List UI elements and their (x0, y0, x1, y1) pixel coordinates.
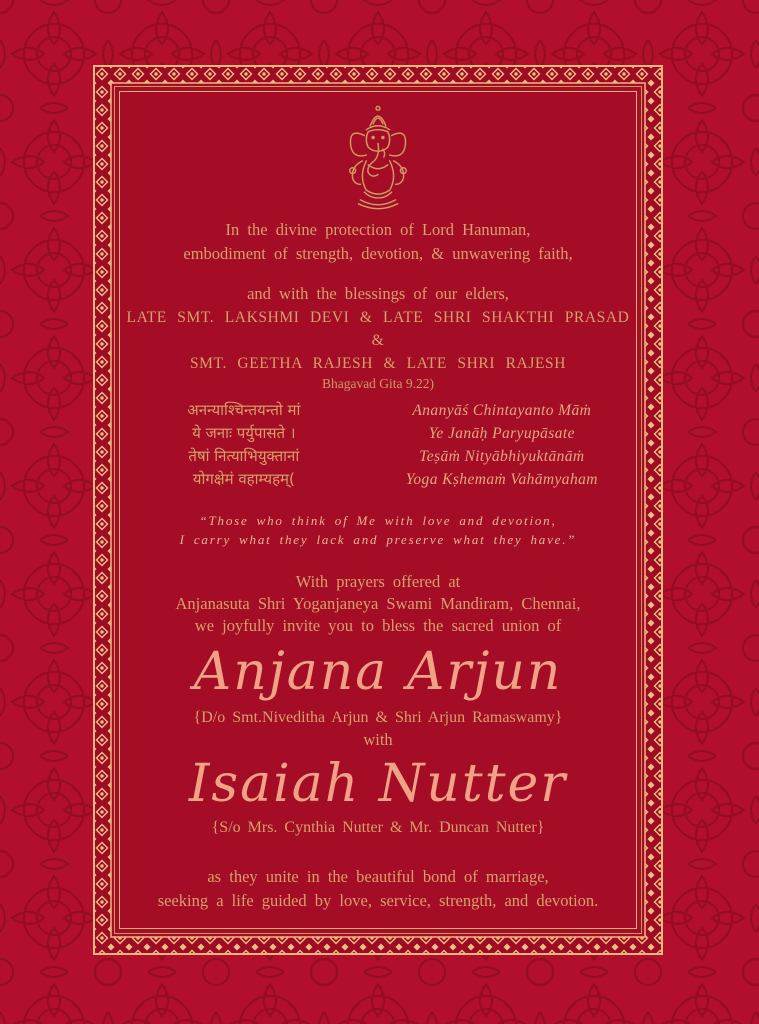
transliteration-line-2: Ye Janāḥ Paryupāsate (428, 425, 575, 442)
groom-name: Isaiah Nutter (188, 754, 568, 814)
gita-quote (120, 511, 636, 549)
blessing-line-1: In the divine protection of Lord Hanuman, (225, 220, 531, 239)
groom-parents: {S/o Mrs. Cynthia Nutter & Mr. Duncan Nutter} (211, 819, 545, 836)
gita-verse (120, 399, 636, 491)
gita-reference: Bhagavad Gita 9.22) (321, 376, 435, 391)
transliteration-line-1: Ananyāś Chintayanto Māṁ (412, 402, 592, 419)
blessing-block (120, 218, 636, 266)
closing-block (120, 865, 636, 913)
invitation-line-3: we joyfully invite you to bless the sacred union of (194, 616, 562, 635)
elders-grandparents-1: LATE SMT. LAKSHMI DEVI & LATE SHRI SHAKTHI PRASAD (126, 309, 630, 326)
bride-name: Anjana Arjun (193, 642, 563, 702)
sanskrit-line-2: ये जनाः पर्युपासते । (192, 424, 296, 442)
quote-line-1: “Those who think of Me with love and devotion, (199, 513, 557, 528)
bride-parents: {D/o Smt.Niveditha Arjun & Shri Arjun Ramaswamy} (193, 709, 563, 726)
elders-intro: and with the blessings of our elders, (247, 284, 509, 303)
invitation-line-2: Anjanasuta Shri Yoganjaneya Swami Mandiram, Chennai, (175, 594, 581, 613)
connector-with: with (363, 730, 393, 749)
elders-conjunction: & (371, 332, 385, 349)
elders-block (120, 282, 636, 375)
transliteration-line-3: Teṣāṁ Nityābhiyuktānāṁ (419, 448, 585, 465)
quote-line-2: I carry what they lack and preserve what they have.” (179, 532, 577, 547)
invitation-block (120, 571, 636, 637)
card-panel (119, 91, 637, 929)
transliteration-line-4: Yoga Kṣhemaṁ Vahāmyaham (405, 471, 598, 488)
sanskrit-line-3: तेषां नित्याभियुक्तानां (188, 447, 300, 465)
blessing-line-2: embodiment of strength, devotion, & unwavering faith, (183, 244, 573, 263)
closing-line-1: as they unite in the beautiful bond of marriage, (207, 867, 549, 886)
closing-line-2: seeking a life guided by love, service, strength, and devotion. (157, 891, 599, 910)
elders-grandparents-2: SMT. GEETHA RAJESH & LATE SHRI RAJESH (189, 355, 567, 372)
sanskrit-line-1: अनन्याश्चिन्तयन्तो मां (187, 401, 301, 419)
ganesha-icon (339, 100, 417, 214)
sanskrit-line-4: योगक्षेमं वहाम्यहम्( (192, 470, 295, 488)
invitation-line-1: With prayers offered at (295, 572, 461, 591)
